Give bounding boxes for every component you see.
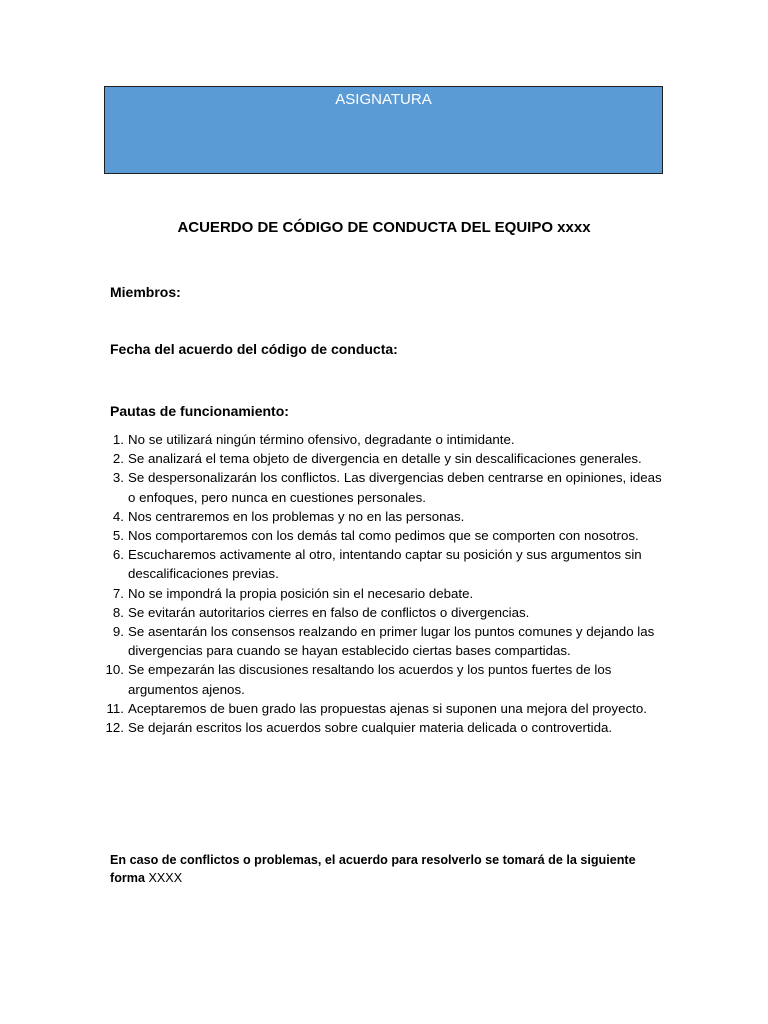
guideline-item <box>104 449 664 468</box>
guideline-item <box>104 526 664 545</box>
guideline-text: Se despersonalizarán los conflictos. Las divergencias deben centrarse en opiniones, ideas o enfoques, pero nunca en cuestiones personales. <box>128 470 662 505</box>
guideline-text: Se analizará el tema objeto de divergencia en detalle y sin descalificaciones generales. <box>128 451 642 467</box>
guideline-text: Se empezarán las discusiones resaltando los acuerdos y los puntos fuertes de los argumentos ajenos. <box>128 662 612 697</box>
agreement-date-label: Fecha del acuerdo del código de conducta: <box>110 341 398 357</box>
guideline-number: 2. <box>112 451 124 467</box>
guidelines-heading: Pautas de funcionamiento: <box>110 403 289 419</box>
guideline-text: Se evitarán autoritarios cierres en falso de conflictos o divergencias. <box>128 604 530 620</box>
guideline-number: 10. <box>105 662 124 678</box>
guideline-number: 5. <box>112 528 124 544</box>
guideline-item <box>104 603 664 622</box>
guideline-text: No se utilizará ningún término ofensivo, degradante o intimidante. <box>128 432 515 447</box>
guideline-item <box>104 430 664 449</box>
guideline-text: Nos comportaremos con los demás tal como pedimos que se comporten con nosotros. <box>128 528 639 544</box>
guidelines-list <box>104 430 664 737</box>
conflict-resolution-text: En caso de conflictos o problemas, el acuerdo para resolverlo se tomará de la siguiente forma <box>110 853 636 885</box>
guideline-text: Aceptaremos de buen grado las propuestas ajenas si suponen una mejora del proyecto. <box>128 700 647 716</box>
guideline-number: 9. <box>112 624 124 640</box>
guideline-text: Se dejarán escritos los acuerdos sobre cualquier materia delicada o controvertida. <box>128 720 613 736</box>
guideline-text: Nos centraremos en los problemas y no en las personas. <box>128 508 465 524</box>
guideline-text: No se impondrá la propia posición sin el necesario debate. <box>128 585 474 601</box>
conflict-resolution-placeholder: XXXX <box>148 871 183 885</box>
guideline-item <box>104 622 664 660</box>
guideline-number: 11. <box>106 700 124 716</box>
guideline-item <box>104 718 664 737</box>
guideline-number: 1. <box>112 432 124 447</box>
guideline-number: 12. <box>105 720 124 736</box>
members-label: Miembros: <box>110 284 181 300</box>
guideline-text: Escucharemos activamente al otro, intentando captar su posición y sus argumentos sin descalificaciones previas. <box>128 547 642 582</box>
guideline-item <box>104 468 664 506</box>
guideline-item <box>104 507 664 526</box>
document-title: ACUERDO DE CÓDIGO DE CONDUCTA DEL EQUIPO xxxx <box>177 219 591 236</box>
guideline-item <box>104 584 664 603</box>
guideline-number: 6. <box>112 547 124 563</box>
guideline-number: 8. <box>112 604 124 620</box>
subject-header-box <box>104 86 663 174</box>
guideline-number: 7. <box>112 585 124 601</box>
subject-title: ASIGNATURA <box>335 91 432 108</box>
guideline-item <box>104 660 664 698</box>
conflict-resolution-note <box>110 851 640 887</box>
guideline-item <box>104 699 664 718</box>
guideline-item <box>104 545 664 583</box>
guideline-number: 3. <box>112 470 124 486</box>
guideline-text: Se asentarán los consensos realzando en primer lugar los puntos comunes y dejando las divergencias para cuando se hayan establecido ciertas bases compartidas. <box>128 624 655 659</box>
guideline-number: 4. <box>112 508 124 524</box>
